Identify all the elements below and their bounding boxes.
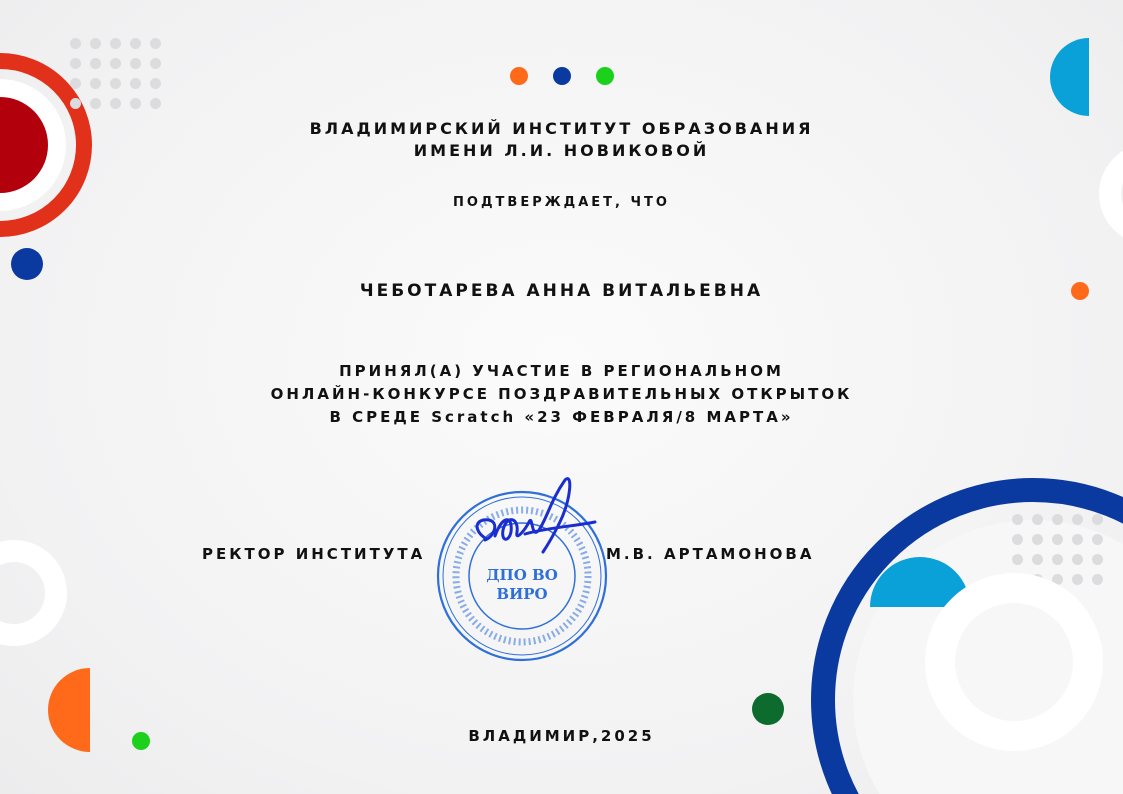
institute-name: [0, 118, 1123, 162]
dark-green-dot: [752, 693, 784, 725]
white-ring-left: [0, 538, 70, 648]
signer-title: РЕКТОР ИНСТИТУТА: [202, 545, 426, 563]
stamp-center-line-1: ДПО ВО: [486, 566, 558, 584]
green-dot-top: [596, 67, 614, 85]
navy-dot-top: [553, 67, 571, 85]
orange-dot-top: [510, 67, 528, 85]
signer-name: М.В. АРТАМОНОВА: [606, 545, 815, 563]
achievement-line-1: ПРИНЯЛ(А) УЧАСТИЕ В РЕГИОНАЛЬНОМ: [339, 362, 784, 380]
stamp-center-line-2: ВИРО: [496, 585, 548, 603]
achievement-line-3: В СРЕДЕ Scratch «23 ФЕВРАЛЯ/8 МАРТА»: [329, 408, 794, 426]
achievement-line-2: ОНЛАЙН-КОНКУРСЕ ПОЗДРАВИТЕЛЬНЫХ ОТКРЫТОК: [270, 385, 853, 403]
handwritten-signature: [455, 470, 605, 570]
achievement-text: [0, 360, 1123, 429]
institute-line-1: ВЛАДИМИРСКИЙ ИНСТИТУТ ОБРАЗОВАНИЯ: [309, 119, 814, 138]
dot-grid-top-left: [70, 38, 161, 109]
navy-dot: [11, 248, 43, 280]
confirms-text: ПОДТВЕРЖДАЕТ, ЧТО: [453, 195, 670, 210]
institute-line-2: ИМЕНИ Л.И. НОВИКОВОЙ: [413, 141, 710, 160]
place-year: ВЛАДИМИР,2025: [468, 727, 655, 745]
recipient-name: ЧЕБОТАРЕВА АННА ВИТАЛЬЕВНА: [359, 281, 764, 301]
cyan-half-circle: [1049, 38, 1089, 118]
